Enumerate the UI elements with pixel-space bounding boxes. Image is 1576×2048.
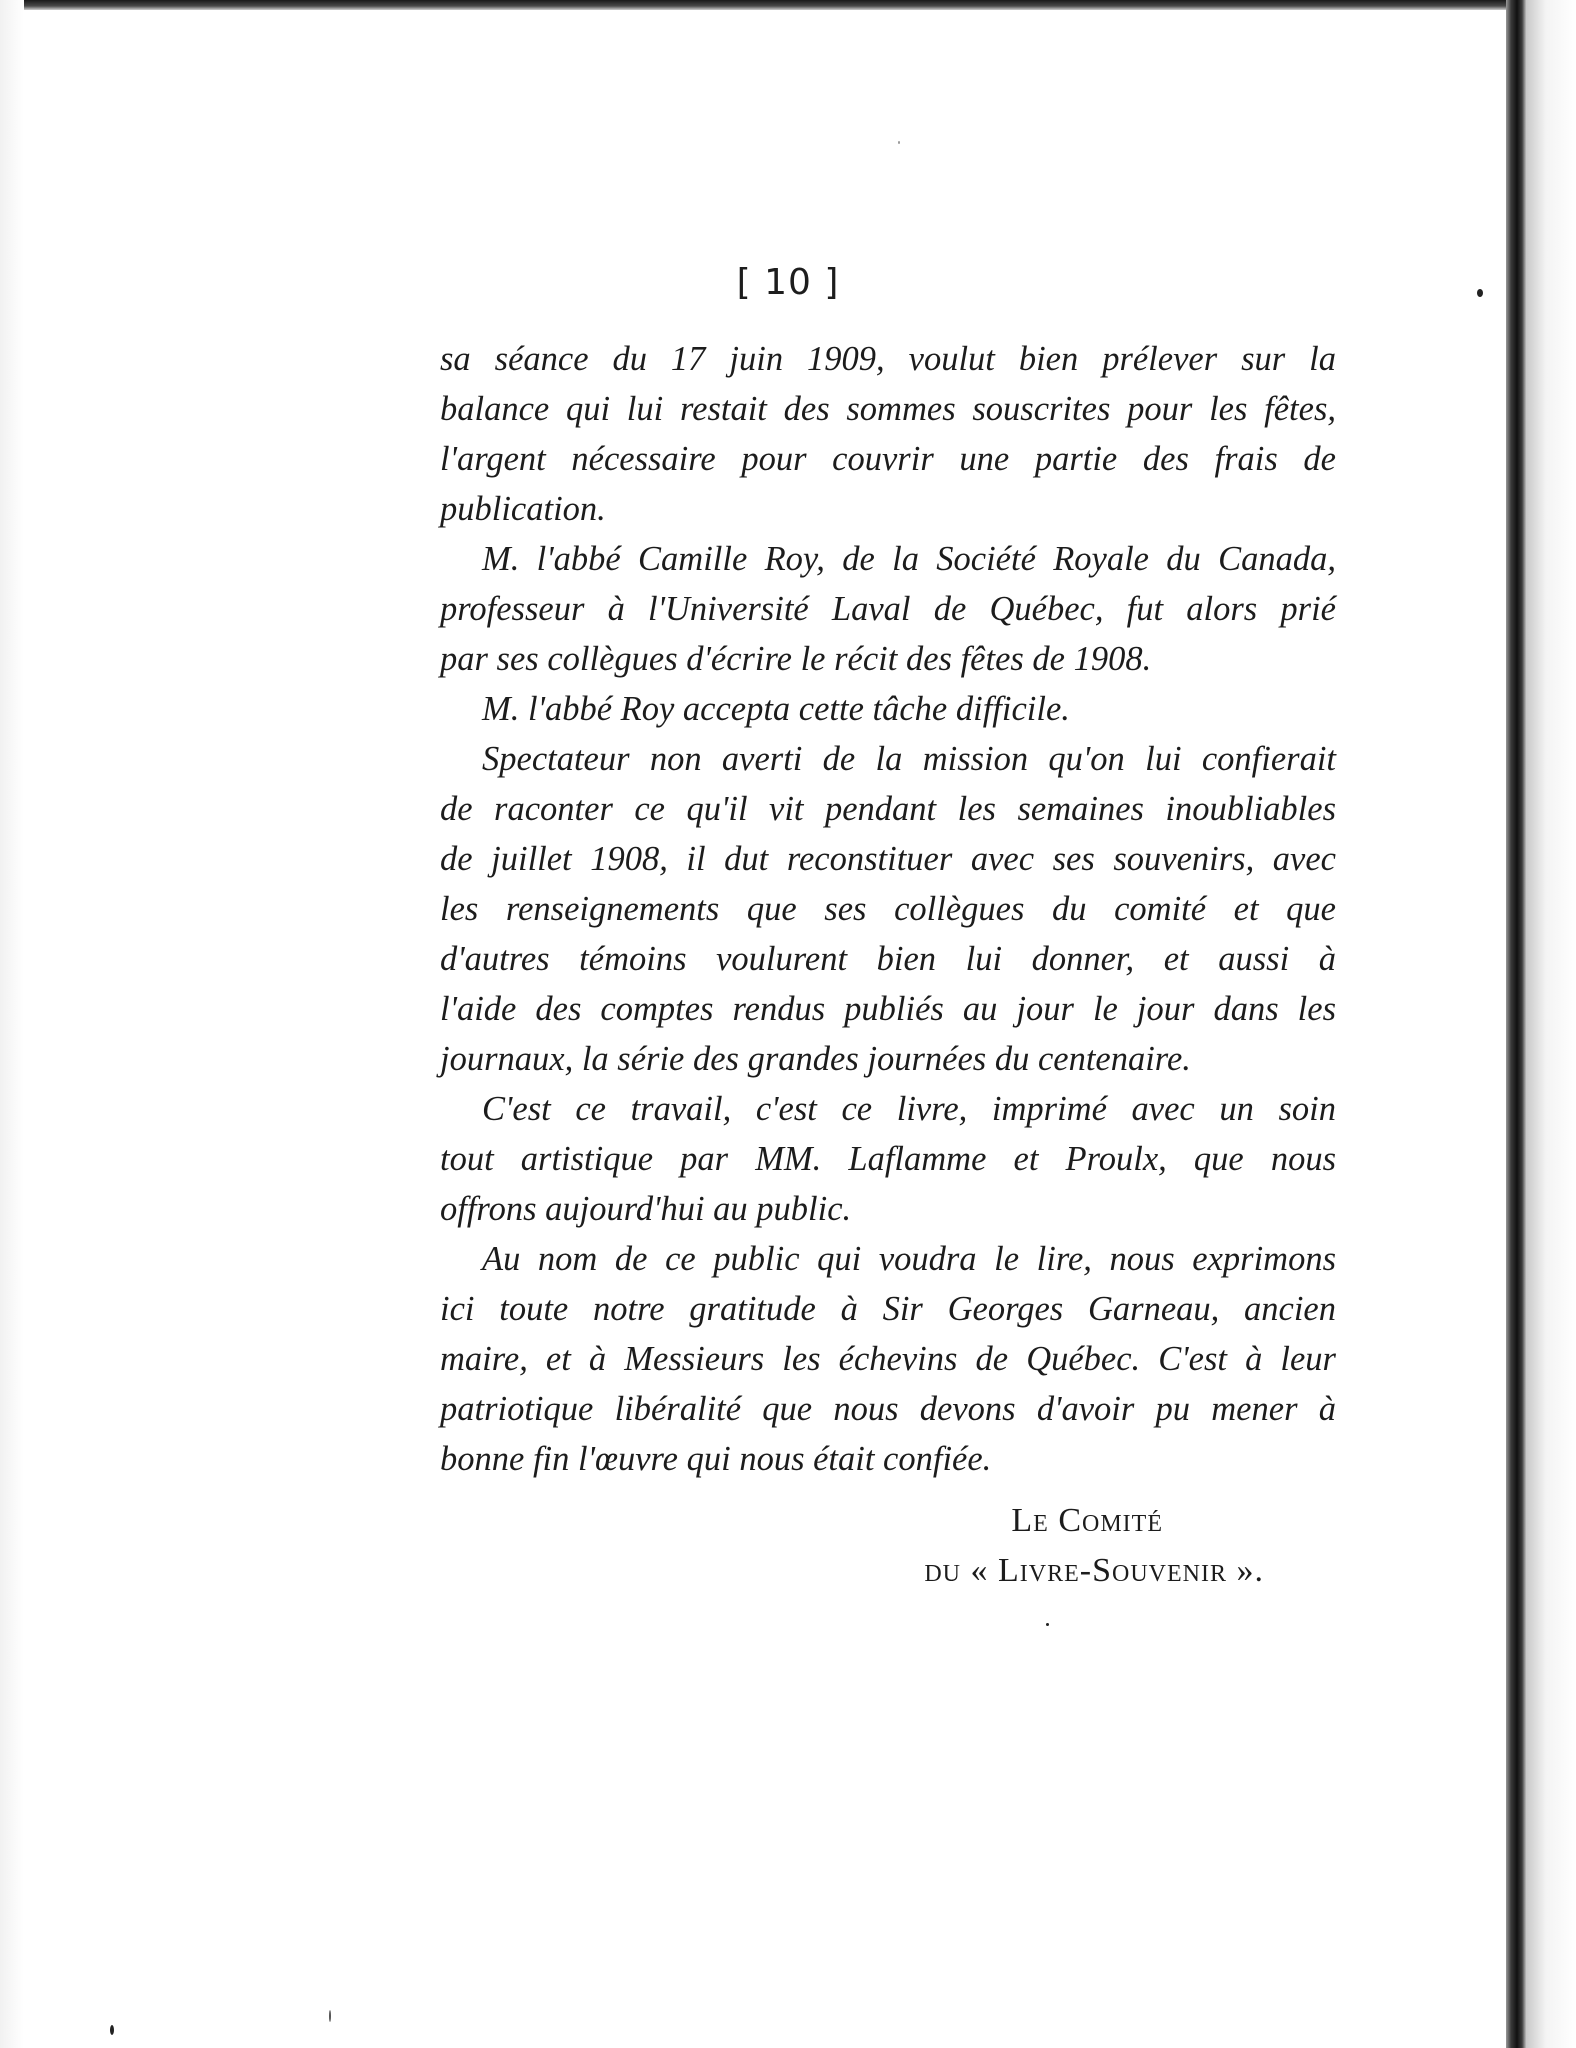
text-line: sa séance du 17 juin 1909, voulut bien prélever sur la <box>440 340 1336 378</box>
text-line: Au nom de ce public qui voudra le lire, nous exprimons <box>482 1240 1336 1278</box>
page-number: [ 10 ] <box>736 262 840 303</box>
page-left-edge <box>0 0 24 2048</box>
text-line: Spectateur non averti de la mission qu'on lui confierait <box>482 740 1336 778</box>
text-line: offrons aujourd'hui au public. <box>440 1190 852 1228</box>
text-line: C'est ce travail, c'est ce livre, imprimé avec un soin <box>482 1090 1336 1128</box>
signature-line-2: du « Livre-Souvenir ». <box>924 1552 1264 1589</box>
book-spine-shadow <box>1506 0 1526 2048</box>
signature-block <box>700 1496 1290 1596</box>
dust-speck <box>1046 1623 1049 1626</box>
text-line: l'argent nécessaire pour couvrir une partie des frais de <box>440 440 1336 478</box>
text-line: par ses collègues d'écrire le récit des fêtes de 1908. <box>440 640 1152 678</box>
text-line: M. l'abbé Roy accepta cette tâche difficile. <box>482 690 1070 728</box>
dust-speck <box>329 2010 331 2022</box>
text-line: de juillet 1908, il dut reconstituer avec ses souvenirs, avec <box>440 840 1336 878</box>
adjacent-page-edge <box>1526 0 1576 2048</box>
text-line: l'aide des comptes rendus publiés au jour le jour dans les <box>440 990 1336 1028</box>
body-text <box>440 334 1336 1484</box>
text-line: ici toute notre gratitude à Sir Georges Garneau, ancien <box>440 1290 1336 1328</box>
signature-line-1: Le Comité <box>1011 1502 1163 1539</box>
text-line: patriotique libéralité que nous devons d'avoir pu mener à <box>440 1390 1336 1428</box>
dust-speck <box>110 2025 114 2035</box>
text-line: bonne fin l'œuvre qui nous était confiée. <box>440 1440 992 1478</box>
dust-speck <box>898 141 900 144</box>
text-line: M. l'abbé Camille Roy, de la Société Royale du Canada, <box>482 540 1336 578</box>
text-line: tout artistique par MM. Laflamme et Proulx, que nous <box>440 1140 1336 1178</box>
text-line: de raconter ce qu'il vit pendant les semaines inoubliables <box>440 790 1336 828</box>
text-line: publication. <box>440 490 606 528</box>
text-line: balance qui lui restait des sommes souscrites pour les fêtes, <box>440 390 1336 428</box>
scanner-top-edge <box>0 0 1576 10</box>
text-line: d'autres témoins voulurent bien lui donner, et aussi à <box>440 940 1336 978</box>
text-line: maire, et à Messieurs les échevins de Québec. C'est à leur <box>440 1340 1336 1378</box>
text-line: les renseignements que ses collègues du comité et que <box>440 890 1336 928</box>
text-line: professeur à l'Université Laval de Québec, fut alors prié <box>440 590 1336 628</box>
text-line: journaux, la série des grandes journées du centenaire. <box>440 1040 1191 1078</box>
